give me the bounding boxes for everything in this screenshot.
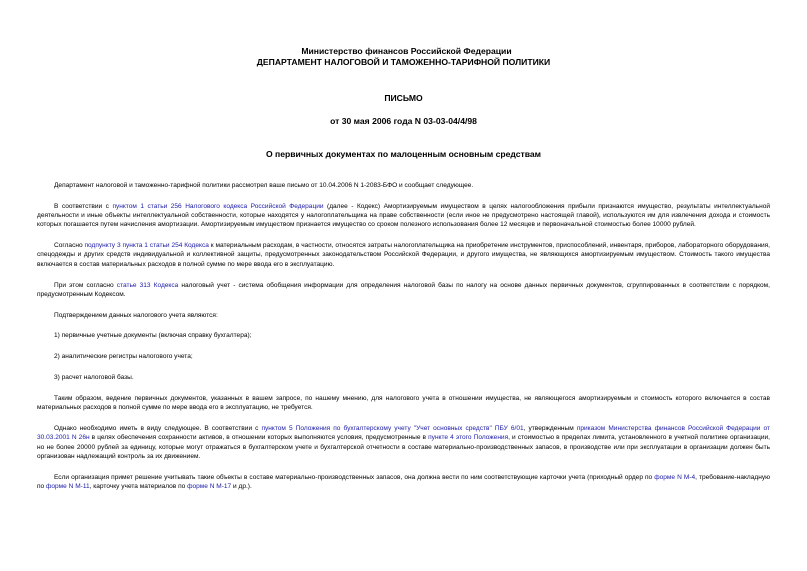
- paragraph-3-text-a: Согласно: [54, 242, 85, 250]
- list-item-1-text: 1) первичные учетные документы (включая справку бухгалтера);: [54, 332, 252, 340]
- paragraph-9-text: Таким образом, ведение первичных документов, указанных в вашем запросе, по нашему мнению, для налогового учета в отношении имущества, не являющегося амортизируемым и стоимость которого включается в состав материальных расходов в полной сумме по мере ввода его в эксплуатацию, не требуется.: [37, 394, 770, 412]
- paragraph-10: [37, 424, 770, 461]
- document-subject: О первичных документах по малоценным основным средствам: [265, 149, 542, 159]
- list-item-1: [37, 331, 770, 340]
- link-tax-code-art-256[interactable]: пунктом 1 статьи 256 Налогового кодекса Российской Федерации: [112, 202, 324, 210]
- paragraph-4-text-a: При этом согласно: [54, 281, 117, 289]
- paragraph-10-text-a: Однако необходимо иметь в виду следующее. В соответствии с: [54, 424, 262, 432]
- paragraph-4: [37, 281, 770, 300]
- paragraph-3-text-b: к материальным расходам, в частности, относятся затраты налогоплательщика на приобретение инструментов, приспособлений, инвентаря, приборов, лабораторного оборудования, спецодежды и других средств индивидуальной и коллективной защиты, предусмотренных законодательством Российской Федерации, и другого имущества, не являющихся амортизируемым имуществом. Стоимость такого имущества включается в состав материальных расходов в полной сумме по мере ввода его в эксплуатацию.: [37, 242, 770, 268]
- link-pbu-item-4[interactable]: пункте 4 этого Положения: [428, 434, 509, 442]
- paragraph-1-text: Департамент налоговой и таможенно-тарифной политики рассмотрел ваше письмо от 10.04.2006 N 1-2083-БФО и сообщает следующее.: [54, 182, 474, 189]
- link-tax-code-art-313[interactable]: статье 313 Кодекса: [116, 281, 179, 289]
- link-form-m11[interactable]: форме N М-11: [46, 482, 90, 490]
- paragraph-11: [37, 473, 770, 492]
- list-item-3-text: 3) расчет налоговой базы.: [54, 374, 134, 382]
- department-name: ДЕПАРТАМЕНТ НАЛОГОВОЙ И ТАМОЖЕННО-ТАРИФНОЙ ПОЛИТИКИ: [256, 57, 551, 67]
- list-item-2-text: 2) аналитические регистры налогового учета;: [54, 353, 193, 361]
- paragraph-9: [37, 394, 770, 413]
- paragraph-5: [37, 311, 770, 320]
- link-pbu-6-01-item-5[interactable]: пунктом 5 Положения по бухгалтерскому учету "Учет основных средств" ПБУ 6/01: [261, 424, 524, 432]
- paragraph-2-text-a: В соответствии с: [54, 202, 113, 210]
- paragraph-1: [37, 181, 770, 190]
- link-tax-code-art-254[interactable]: подпункту 3 пункта 1 статьи 254 Кодекса: [84, 242, 209, 250]
- link-form-m4[interactable]: форме N М-4: [654, 473, 696, 481]
- paragraph-2: [37, 202, 770, 230]
- list-item-3: [37, 373, 770, 382]
- paragraph-11-text-b: , требование-накладную по: [37, 473, 771, 490]
- paragraph-3: [37, 241, 770, 269]
- paragraph-11-text-c: , карточку учета материалов по: [89, 482, 188, 490]
- document-type: ПИСЬМО: [384, 93, 423, 103]
- paragraph-10-text-d: , и стоимостью в пределах лимита, установленного в учетной политике организации, но не более 20000 рублей за единицу, которые могут отражаться в бухгалтерском учете и бухгалтерской отчетности в составе материально-производственных запасов, в производстве или при эксплуатации в организации должен быть организован надлежащий контроль за их движением.: [37, 434, 770, 460]
- paragraph-2-text-b: (далее - Кодекс) Амортизируемым имуществом в целях налогообложения прибыли признаются имущество, результаты интеллектуальной деятельности и иные объекты интеллектуальной собственности, которые находятся у налогоплательщика на праве собственности (если иное не предусмотрено настоящей главой), используются им для извлечения дохода и стоимость которых погашается путем начисления амортизации. Амортизируемым имуществом признается имущество со сроком полезного использования более 12 месяцев и первоначальной стоимостью более 10000 рублей.: [37, 202, 770, 229]
- ministry-name: Министерство финансов Российской Федерации: [301, 46, 512, 56]
- paragraph-11-text-d: и др.).: [231, 482, 252, 490]
- list-item-2: [37, 352, 770, 361]
- paragraph-10-text-c: в целях обеспечения сохранности активов, в отношении которых выполняются условия, предусмотренные в: [89, 434, 429, 442]
- paragraph-10-text-b: , утвержденным: [523, 424, 577, 432]
- paragraph-4-text-b: налоговый учет - система обобщения информации для определения налоговой базы по налогу на основе данных первичных документов, сгруппированных в соответствии с порядком, предусмотренным Кодексом.: [37, 281, 771, 298]
- paragraph-5-text: Подтверждением данных налогового учета являются:: [54, 311, 218, 319]
- document-date: от 30 мая 2006 года N 03-03-04/4/98: [330, 116, 477, 126]
- document-body: [37, 181, 770, 491]
- paragraph-11-text-a: Если организация примет решение учитывать такие объекты в составе материально-производственных запасов, она должна вести по ним соответствующие карточки учета (приходный ордер по: [54, 473, 655, 481]
- link-minfin-order-26n[interactable]: приказом Министерства финансов Российской Федерации от 30.03.2001 N 26н: [37, 424, 771, 442]
- link-form-m17[interactable]: форме N М-17: [187, 482, 232, 490]
